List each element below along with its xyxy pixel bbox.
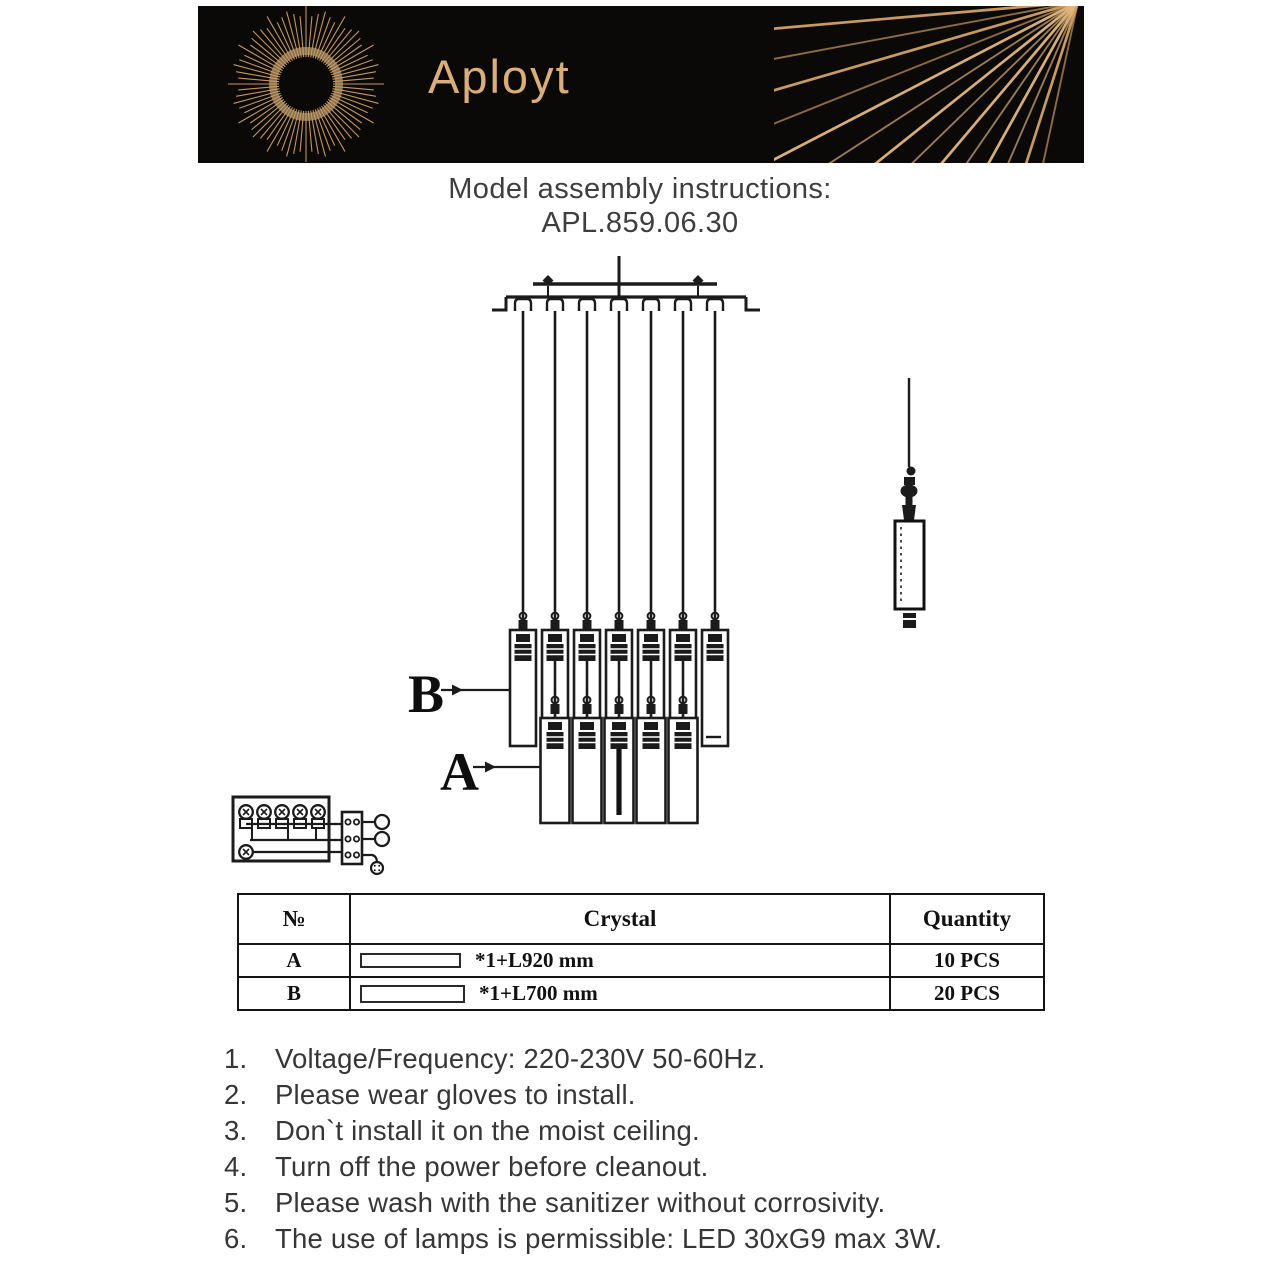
brand-name: Aployt — [428, 50, 571, 103]
page-title: Model assembly instructions: — [448, 173, 832, 205]
logo-core — [280, 58, 332, 110]
list-item: 5. Please wash with the sanitizer without corrosivity. — [224, 1187, 886, 1218]
crystal-shape-icon — [360, 985, 465, 1003]
brand-banner — [198, 6, 1084, 163]
sunburst-logo-icon — [224, 6, 384, 163]
instruction-list — [224, 1041, 942, 1257]
crystal-spec-table — [237, 893, 1045, 1011]
list-item: 4. Turn off the power before cleanout. — [224, 1151, 709, 1182]
col-header-num: № — [238, 894, 350, 944]
list-item: 3. Don`t install it on the moist ceiling. — [224, 1115, 700, 1146]
label-b: B — [408, 664, 445, 724]
label-a: A — [440, 742, 479, 802]
pendant-detail-drawing — [895, 378, 924, 628]
list-item: 6. The use of lamps is permissible: LED 30xG9 max 3W. — [224, 1223, 943, 1254]
row-b-quantity: 20 PCS — [890, 977, 1044, 1010]
list-item: 2. Please wear gloves to install. — [224, 1079, 636, 1110]
list-item: 1. Voltage/Frequency: 220-230V 50-60Hz. — [224, 1043, 766, 1074]
ray-fan-icon — [774, 6, 1084, 163]
chandelier-drawing — [492, 256, 760, 823]
col-header-crystal: Crystal — [350, 894, 890, 944]
row-b-crystal: *1+L700 mm — [479, 981, 598, 1005]
assembly-diagram — [200, 250, 1040, 890]
col-header-quantity: Quantity — [890, 894, 1044, 944]
title-block — [0, 172, 1280, 240]
row-a-quantity: 10 PCS — [890, 944, 1044, 977]
crystal-shape-icon — [360, 953, 461, 968]
table-header-row — [238, 894, 1044, 944]
row-b-num: B — [238, 977, 350, 1010]
table-row — [238, 977, 1044, 1010]
wiring-diagram — [233, 797, 389, 874]
label-a-arrow-icon — [485, 762, 496, 773]
row-a-num: A — [238, 944, 350, 977]
decorative-rays — [774, 6, 1078, 163]
model-number: APL.859.06.30 — [541, 207, 739, 239]
table-row — [238, 944, 1044, 977]
label-b-arrow-icon — [452, 685, 463, 696]
row-a-crystal: *1+L920 mm — [475, 948, 594, 972]
